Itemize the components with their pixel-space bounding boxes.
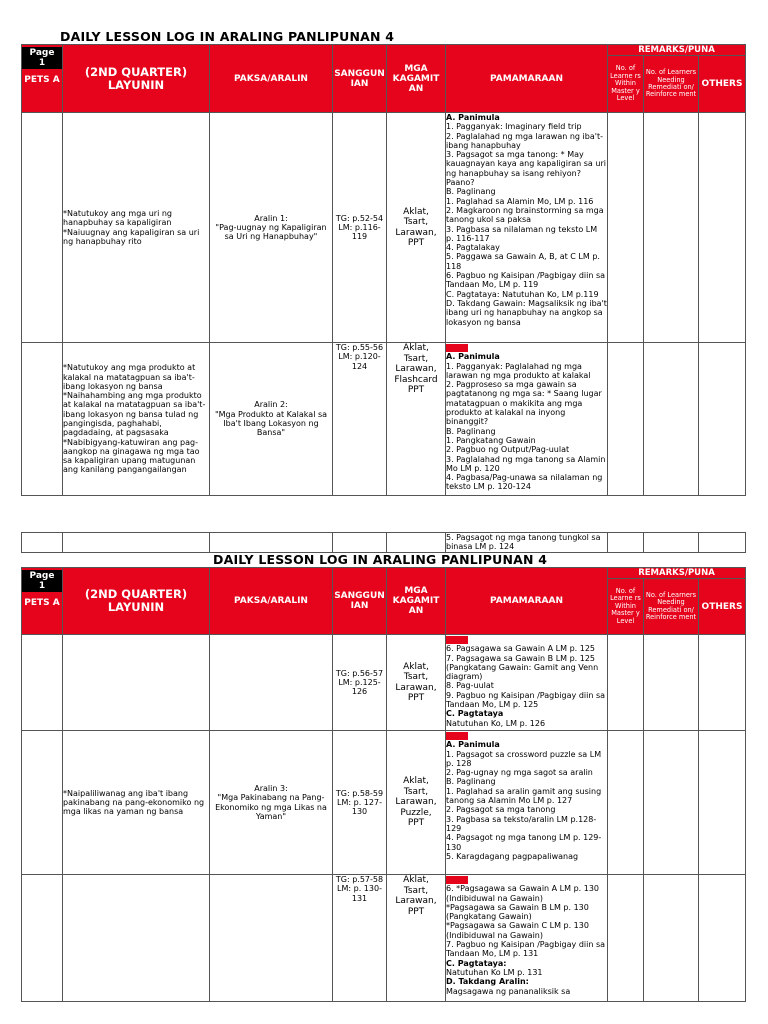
- kagamitan-text: Aklat, Tsart, Larawan, PPT: [395, 206, 437, 248]
- pamamaraan-line: Natutuhan Ko LM p. 131: [446, 967, 543, 977]
- paksa-text: Aralin 1: "Pag-uugnay ng Kapaligiran sa Uri ng Hanapbuhay": [215, 213, 327, 242]
- pamamaraan-line: C. Pagtataya: [446, 709, 504, 719]
- pamamaraan-line: 1. Pagganyak: Imaginary field trip: [446, 122, 582, 132]
- remediation-cell: [644, 875, 699, 1002]
- kagamitan-text: Aklat, Tsart, Larawan, PPT: [395, 661, 437, 703]
- pets-label: PETS A: [24, 75, 60, 85]
- pamamaraan-line: B. Paglinang: [446, 426, 496, 436]
- others-cell: [699, 113, 746, 343]
- kagamitan-header: MGA KAGAMIT AN: [387, 568, 446, 635]
- sanggunian-text: TG: p.58-59 LM: p. 127-130: [335, 788, 384, 817]
- mastery-header: No. of Learne rs Within Master y Level: [608, 56, 644, 113]
- others-cell: [699, 731, 746, 875]
- layunin-header: (2ND QUARTER) LAYUNIN: [63, 568, 210, 635]
- pamamaraan-line: 5. Paggawa sa Gawain A, B, at C LM p. 118: [446, 252, 600, 271]
- pamamaraan-line: B. Paglinang: [446, 777, 496, 787]
- pamamaraan-line: 4. Pagsagot ng mga tanong LM p. 129-130: [446, 833, 602, 852]
- sanggunian-text: TG: p.56-57 LM: p.125-126: [335, 668, 384, 697]
- pamamaraan-line: 2. Paglalahad ng mga larawan ng iba't-ibang hanapbuhay: [446, 131, 603, 150]
- day-marker: Day 2: [446, 876, 467, 884]
- kagamitan-cell: [387, 343, 446, 496]
- kagamitan-header: MGA KAGAMIT AN: [387, 45, 446, 113]
- pamamaraan-cell: [446, 635, 608, 731]
- sanggunian-cell: [333, 731, 387, 875]
- pamamaraan-cell: [446, 875, 608, 1002]
- pamamaraan-line: 1. Pangkatang Gawain: [446, 435, 536, 445]
- others-cell: [699, 875, 746, 1002]
- pamamaraan-line: 3. Pagbasa sa nilalaman ng teksto LM p. 116-117: [446, 224, 598, 243]
- kagamitan-text: Aklat, Tsart, Larawan, Puzzle, PPT: [395, 776, 437, 829]
- sanggunian-header: SANGGUN IAN: [333, 568, 387, 635]
- layunin-text: *Naipaliliwanag ang iba't ibang pakinabang na pang-ekonomiko ng mga likas na yaman ng bansa: [63, 788, 205, 817]
- empty-cell: [387, 533, 446, 553]
- mastery-cell: [608, 731, 644, 875]
- pamamaraan-line: 5. Karagdagang pagpapaliwanag: [446, 851, 579, 861]
- paksa-cell: [210, 343, 333, 496]
- pamamaraan-line: 2. Pag-ugnay ng mga sagot sa aralin: [446, 768, 593, 778]
- empty-cell: [210, 533, 333, 553]
- continuation-text: 5. Pagsagot ng mga tanong tungkol sa binasa LM p. 124: [446, 533, 608, 553]
- pamamaraan-line: 3. Pagbasa sa teksto/aralin LM p.128-129: [446, 814, 597, 833]
- others-header: OTHERS: [699, 56, 746, 113]
- page-pets-cell: [22, 45, 63, 113]
- sanggunian-cell: [333, 113, 387, 343]
- day-marker: Day 2: [446, 636, 467, 644]
- empty-cell: [22, 533, 63, 553]
- remarks-header: REMARKS/PUNA: [608, 45, 746, 56]
- pamamaraan-line: 3. Paglalahad ng mga tanong sa Alamin Mo LM p. 120: [446, 454, 606, 473]
- pets-cell: [22, 731, 63, 875]
- layunin-cell: [63, 343, 210, 496]
- empty-cell: [699, 533, 746, 553]
- page-pets-cell: [22, 568, 63, 635]
- pamamaraan-line: 2. Pagbuo ng Output/Pag-uulat: [446, 445, 570, 455]
- sanggunian-text: TG: p.55-56 LM: p.120-124: [335, 343, 384, 371]
- pamamaraan-line: *Pagsagawa sa Gawain B LM p. 130 (Pangkatang Gawain): [446, 902, 589, 922]
- layunin-cell: [63, 635, 210, 731]
- pamamaraan-line: A. Panimula: [446, 113, 500, 122]
- mastery-cell: [608, 875, 644, 1002]
- layunin-cell: [63, 731, 210, 875]
- pamamaraan-line: 2. Pagsagot sa mga tanong: [446, 805, 556, 815]
- pamamaraan-line: D. Takdang Aralin:: [446, 977, 529, 987]
- pamamaraan-line: A. Panimula: [446, 352, 500, 362]
- pamamaraan-line: 1. Pagganyak: Paglalahad ng mga larawan ng mga produkto at kalakal: [446, 361, 591, 380]
- remediation-cell: [644, 731, 699, 875]
- empty-cell: [63, 533, 210, 553]
- others-header: OTHERS: [699, 579, 746, 635]
- kagamitan-cell: [387, 875, 446, 1002]
- others-cell: [699, 635, 746, 731]
- pets-label: PETS A: [24, 598, 60, 608]
- pamamaraan-header: PAMAMARAAN: [446, 45, 608, 113]
- remarks-header: REMARKS/PUNA: [608, 568, 746, 579]
- page-label: Page 1: [22, 570, 62, 592]
- pamamaraan-line: C. Pagtataya: Natutuhan Ko, LM p.119: [446, 289, 599, 299]
- remediation-cell: [644, 635, 699, 731]
- pamamaraan-line: 1. Paglahad sa aralin gamit ang susing tanong sa Alamin Mo LM p. 127: [446, 786, 602, 806]
- pamamaraan-line: 7. Pagbuo ng Kaisipan /Pagbigay diin sa Tandaan Mo, LM p. 131: [446, 940, 606, 959]
- paksa-text: Aralin 3: "Mga Pakinabang na Pang-Ekonomiko ng mga Likas na Yaman": [215, 783, 327, 821]
- sanggunian-header: SANGGUN IAN: [333, 45, 387, 113]
- pamamaraan-line: D. Takdang Gawain: Magsaliksik ng iba't ibang uri ng hanapbuhay na angkop sa lokasyon ng bansa: [446, 298, 607, 327]
- pamamaraan-line: 8. Pag-uulat: [446, 681, 494, 691]
- pets-cell: [22, 343, 63, 496]
- pamamaraan-line: 6. Pagbuo ng Kaisipan /Pagbigay diin sa Tandaan Mo, LM p. 119: [446, 271, 606, 290]
- layunin-text: *Natutukoy ang mga uri ng hanapbuhay sa kapaligiran *Naiuugnay ang kapaligiran sa uri ng hanapbuhay rito: [63, 208, 200, 246]
- pamamaraan-line: 6. *Pagsagawa sa Gawain A LM p. 130 (Indibiduwal na Gawain): [446, 884, 600, 903]
- page-label: Page 1: [22, 47, 62, 69]
- pamamaraan-line: A. Panimula: [446, 740, 500, 750]
- pamamaraan-line: 4. Pagtalakay: [446, 243, 500, 253]
- layunin-header: (2ND QUARTER) LAYUNIN: [63, 45, 210, 113]
- pamamaraan-line: 1. Pagsagot sa crossword puzzle sa LM p. 128: [446, 749, 602, 768]
- pamamaraan-line: C. Pagtataya:: [446, 958, 507, 968]
- sanggunian-cell: [333, 635, 387, 731]
- pamamaraan-line: 3. Pagsagot sa mga tanong: * May kauagnayan kaya ang kapaligiran sa uri ng hanapbuhay sa isang rehiyon? Paano?: [446, 150, 606, 188]
- remediation-cell: [644, 343, 699, 496]
- pets-cell: [22, 875, 63, 1002]
- remediation-header: No. of Learners Needing Remediati on/ Reinforce ment: [644, 56, 699, 113]
- paksa-cell: [210, 731, 333, 875]
- page1-title: DAILY LESSON LOG IN ARALING PANLIPUNAN 4: [60, 29, 395, 44]
- sanggunian-text: TG: p.57-58 LM: p. 130-131: [335, 875, 384, 903]
- remediation-cell: [644, 113, 699, 343]
- kagamitan-text: Aklat, Tsart, Larawan, PPT: [395, 875, 437, 917]
- pamamaraan-cell: [446, 731, 608, 875]
- page1-table: [21, 44, 746, 496]
- paksa-cell: [210, 635, 333, 731]
- kagamitan-text: Aklat, Tsart, Larawan, Flashcard PPT: [394, 343, 438, 395]
- pamamaraan-line: B. Paglinang: [446, 187, 496, 197]
- mastery-cell: [608, 113, 644, 343]
- pamamaraan-line: Natutuhan Ko, LM p. 126: [446, 718, 546, 728]
- mastery-header: No. of Learne rs Within Master y Level: [608, 579, 644, 635]
- kagamitan-cell: [387, 113, 446, 343]
- paksa-header: PAKSA/ARALIN: [210, 568, 333, 635]
- paksa-cell: [210, 875, 333, 1002]
- pamamaraan-cell: [446, 113, 608, 343]
- pamamaraan-line: 2. Pagproseso sa mga gawain sa pagtatanong ng mga sa: * Saang lugar matatagpuan o makikita ang mga produkto at kalakal na inyong binanggit?: [446, 380, 602, 427]
- mastery-cell: [608, 635, 644, 731]
- empty-cell: [333, 533, 387, 553]
- sanggunian-cell: [333, 875, 387, 1002]
- pamamaraan-line: Magsagawa ng pananaliksik sa: [446, 986, 571, 996]
- empty-cell: [644, 533, 699, 553]
- paksa-header: PAKSA/ARALIN: [210, 45, 333, 113]
- day-marker: Day 1: [446, 344, 467, 352]
- pets-cell: [22, 635, 63, 731]
- empty-cell: [608, 533, 644, 553]
- layunin-cell: [63, 875, 210, 1002]
- pamamaraan-line: 6. Pagsagawa sa Gawain A LM p. 125: [446, 644, 596, 654]
- pamamaraan-line: 4. Pagbasa/Pag-unawa sa nilalaman ng teksto LM p. 120-124: [446, 473, 603, 492]
- continuation-table: [21, 532, 746, 553]
- paksa-cell: [210, 113, 333, 343]
- sanggunian-cell: [333, 343, 387, 496]
- sanggunian-text: TG: p.52-54 LM: p.116-119: [335, 213, 384, 242]
- pamamaraan-line: 2. Magkaroon ng brainstorming sa mga tanong ukol sa paksa: [446, 205, 604, 225]
- others-cell: [699, 343, 746, 496]
- layunin-cell: [63, 113, 210, 343]
- pets-cell: [22, 113, 63, 343]
- pamamaraan-cell: [446, 343, 608, 496]
- pamamaraan-line: 9. Pagbuo ng Kaisipan /Pagbigay diin sa Tandaan Mo, LM p. 125: [446, 690, 606, 710]
- page2-table: [21, 567, 746, 1002]
- pamamaraan-line: 1. Paglahad sa Alamin Mo, LM p. 116: [446, 196, 594, 206]
- paksa-text: Aralin 2: "Mga Produkto at Kalakal sa Iba't Ibang Lokasyon ng Bansa": [214, 400, 328, 438]
- pamamaraan-header: PAMAMARAAN: [446, 568, 608, 635]
- mastery-cell: [608, 343, 644, 496]
- remediation-header: No. of Learners Needing Remediati on/ Reinforce ment: [644, 579, 699, 635]
- kagamitan-cell: [387, 635, 446, 731]
- kagamitan-cell: [387, 731, 446, 875]
- pamamaraan-line: 7. Pagsagawa sa Gawain B LM p. 125 (Pangkatang Gawain: Gamit ang Venn diagram): [446, 653, 599, 682]
- page2-title: DAILY LESSON LOG IN ARALING PANLIPUNAN 4: [213, 552, 548, 567]
- layunin-text: *Natutukoy ang mga produkto at kalakal na matatagpuan sa iba't-ibang lokasyon ng bansa *Naihahambing ang mga produkto at kalakal na matatagpuan sa iba't-ibang lokasyon ng bansa tulad ng pangingisda, paghahabi, pagdadaing, at pagsasaka *Nabibigyang-katuwiran ang pag-aangkop na ginagawa ng mga tao sa kapaligiran upang matugunan ang kanilang pangangailangan: [63, 363, 206, 475]
- pamamaraan-line: *Pagsagawa sa Gawain C LM p. 130 (Indibiduwal na Gawain): [446, 921, 589, 940]
- day-marker: Day 1: [446, 732, 467, 740]
